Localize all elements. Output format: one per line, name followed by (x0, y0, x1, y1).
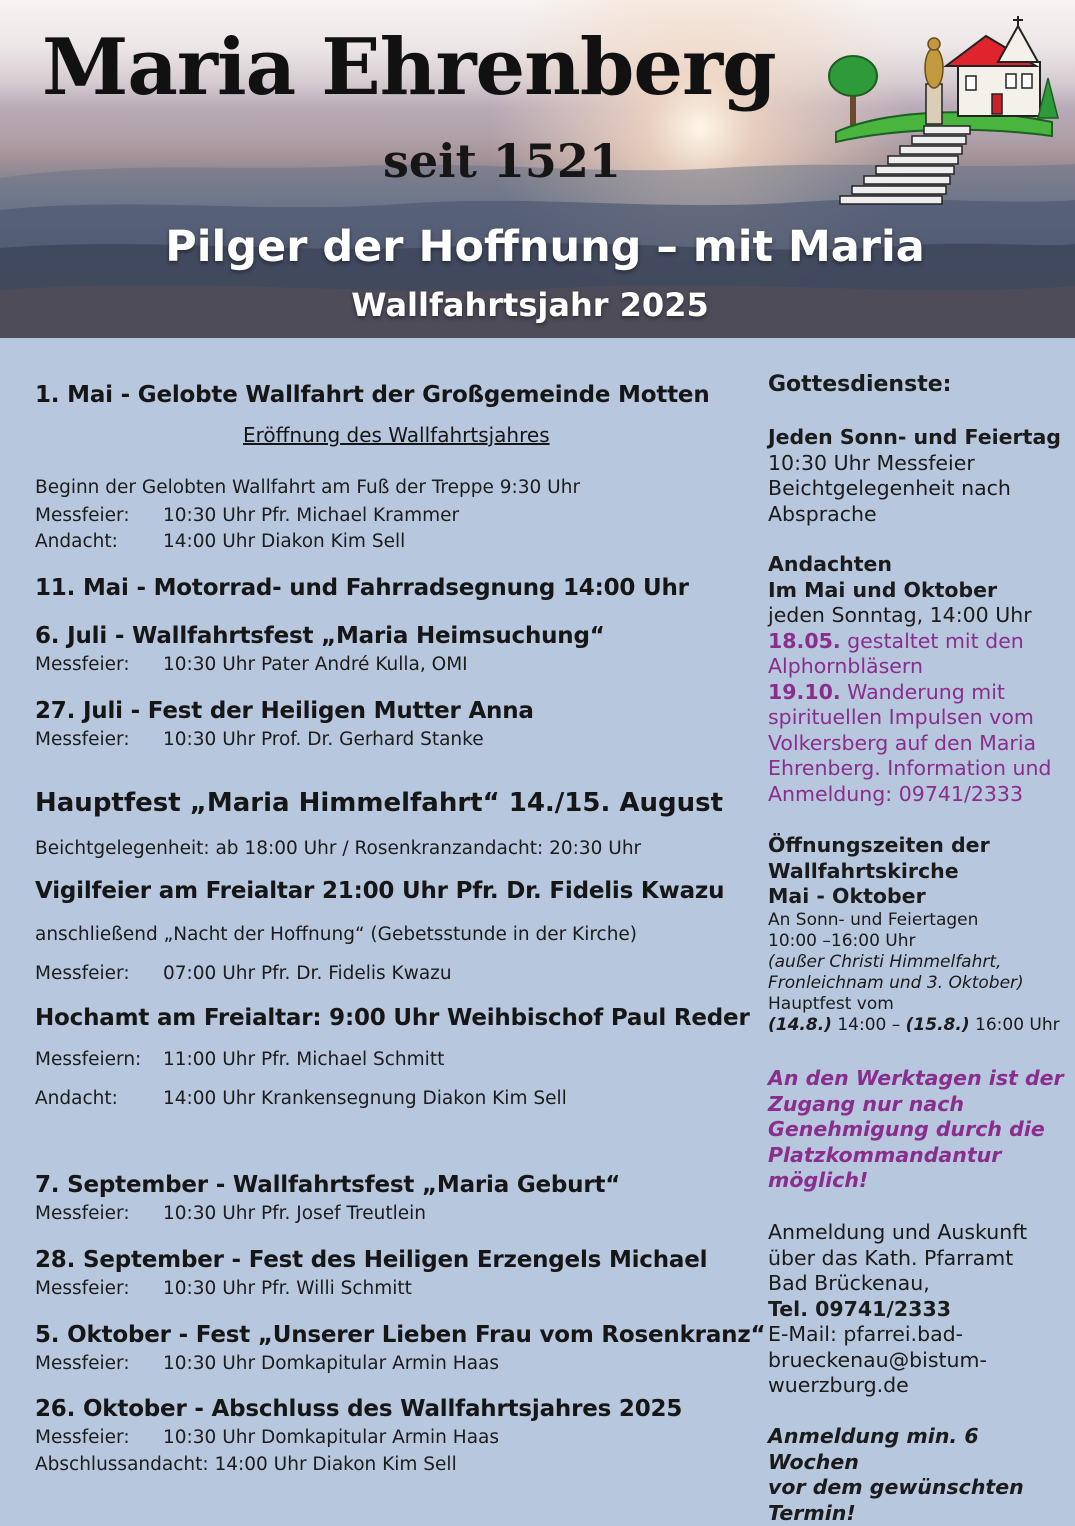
event-title: 26. Oktober - Abschluss des Wallfahrtsjahres 2025 (35, 1396, 683, 1422)
event-line: Messfeier: 10:30 Uhr Pfr. Josef Treutlein (35, 1203, 427, 1224)
weekday-notice: An den Werktagen ist der Zugang nur nach Genehmigung durch die Platzkommandantur möglich! (768, 1066, 1064, 1192)
vigil-title: Vigilfeier am Freialtar 21:00 Uhr Pfr. Dr. Fidelis Kwazu (35, 878, 725, 904)
opening-hours: Öffnungszeiten der Wallfahrtskirche Mai - Oktober An Sonn- und Feiertagen 10:00 –16:00 Uhr (außer Christi Himmelfahrt, Fronleichnam und 3. Oktober) Hauptfest vom (14.8.) 14:00 – (15.8.) 16:00 Uhr (768, 833, 1060, 1035)
registration-note: Anmeldung min. 6 Wochen vor dem gewünschten Termin! (768, 1424, 1024, 1525)
event-title: 7. September - Wallfahrtsfest „Maria Geburt“ (35, 1172, 621, 1198)
event-line: Andacht: 14:00 Uhr Krankensegnung Diakon Kim Sell (35, 1088, 567, 1109)
event-title: 28. September - Fest des Heiligen Erzengels Michael (35, 1247, 708, 1273)
event-line: Messfeier: 10:30 Uhr Domkapitular Armin Haas (35, 1427, 500, 1448)
services-heading: Gottesdienste: (768, 372, 952, 397)
devotions: Andachten Im Mai und Oktober jeden Sonntag, 14:00 Uhr 18.05. gestaltet mit den Alphornbläsern 19.10. Wanderung mit spirituellen Impulsen vom Volkersberg auf den Maria Ehrenberg. Information und Anmeldung: 09741/2333 (768, 552, 1052, 806)
event-line: Andacht: 14:00 Uhr Diakon Kim Sell (35, 531, 406, 552)
event-line: anschließend „Nacht der Hoffnung“ (Gebetsstunde in der Kirche) (35, 924, 638, 945)
event-title: 11. Mai - Motorrad- und Fahrradsegnung 14:00 Uhr (35, 575, 689, 601)
event-line: Beichtgelegenheit: ab 18:00 Uhr / Rosenkranzandacht: 20:30 Uhr (35, 838, 642, 859)
motto: Pilger der Hoffnung – mit Maria (165, 222, 925, 272)
phone-number: Tel. 09741/2333 (768, 1296, 951, 1321)
header-banner (0, 0, 1075, 338)
event-line: Messfeiern: 11:00 Uhr Pfr. Michael Schmitt (35, 1049, 445, 1070)
event-line: Abschlussandacht: 14:00 Uhr Diakon Kim Sell (35, 1454, 457, 1475)
event-line: Messfeier: 10:30 Uhr Pfr. Willi Schmitt (35, 1278, 412, 1299)
high-mass-title: Hochamt am Freialtar: 9:00 Uhr Weihbischof Paul Reder (35, 1005, 750, 1031)
pilgrimage-year: Wallfahrtsjahr 2025 (351, 286, 709, 324)
since-year: seit 1521 (383, 134, 621, 188)
event-line: Messfeier: 10:30 Uhr Pater André Kulla, OMI (35, 654, 468, 675)
event-title: 5. Oktober - Fest „Unserer Lieben Frau vom Rosenkranz“ (35, 1322, 766, 1348)
church-logo (826, 14, 1062, 214)
event-title: 1. Mai - Gelobte Wallfahrt der Großgemeinde Motten (35, 382, 710, 408)
event-title: 6. Juli - Wallfahrtsfest „Maria Heimsuchung“ (35, 623, 605, 649)
sunday-services: Jeden Sonn- und Feiertag 10:30 Uhr Messfeier Beichtgelegenheit nach Absprache (768, 425, 1061, 526)
event-subtitle: Eröffnung des Wallfahrtsjahres (243, 423, 550, 447)
event-title: 27. Juli - Fest der Heiligen Mutter Anna (35, 698, 534, 724)
page-title: Maria Ehrenberg (42, 22, 776, 113)
event-line: Beginn der Gelobten Wallfahrt am Fuß der Treppe 9:30 Uhr (35, 477, 581, 498)
event-line: Messfeier: 10:30 Uhr Pfr. Michael Krammer (35, 505, 460, 526)
event-line: Messfeier: 07:00 Uhr Pfr. Dr. Fidelis Kwazu (35, 963, 452, 984)
event-line: Messfeier: 10:30 Uhr Prof. Dr. Gerhard Stanke (35, 729, 484, 750)
contact-info: Anmeldung und Auskunft über das Kath. Pfarramt Bad Brückenau, Tel. 09741/2333 E-Mail: pfarrei.bad- brueckenau@bistum- wuerzburg.de (768, 1220, 1068, 1399)
event-line: Messfeier: 10:30 Uhr Domkapitular Armin Haas (35, 1353, 500, 1374)
main-feast-title: Hauptfest „Maria Himmelfahrt“ 14./15. August (35, 788, 724, 818)
